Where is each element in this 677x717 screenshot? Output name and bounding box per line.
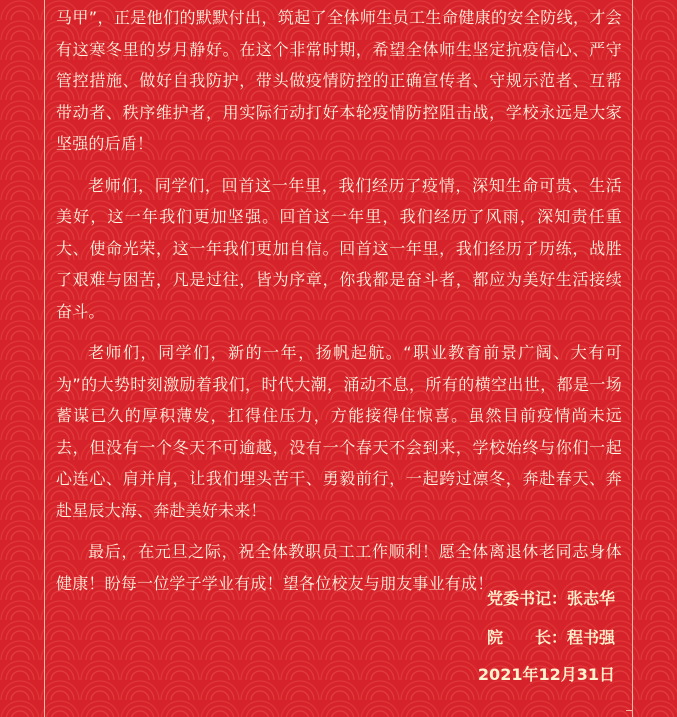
- party-secretary-signature: 党委书记：张志华: [486, 589, 615, 608]
- letter-paragraph-1: 马甲”，正是他们的默默付出，筑起了全体师生员工生命健康的安全防线，才会有这寒冬里的岁月静好。在这个非常时期，希望全体师生坚定抗疫信心、严守管控措施、做好自我防护，带头做疫情防控的正确宣传者、守规示范者、互帮带动者、秩序维护者，用实际行动打好本轮疫情防控阻击战，学校永远是大家坚强的后盾！: [56, 8, 622, 153]
- letter-body: [56, 0, 622, 609]
- president-signature: 院 长：程书强: [486, 628, 615, 647]
- frame-corner: [626, 710, 633, 717]
- letter-date: 2021年12月31日: [477, 665, 615, 684]
- letter-paragraph-4: 最后，在元旦之际，祝全体教职员工工作顺利！愿全体离退休老同志身体健康！盼每一位学子学业有成！望各位校友与朋友事业有成！: [56, 542, 622, 593]
- letter-paragraph-2: 老师们，同学们，回首这一年里，我们经历了疫情，深知生命可贵、生活美好，这一年我们更加坚强。回首这一年里，我们经历了风雨，深知责任重大、使命光荣，这一年我们更加自信。回首这一年里，我们经历了历练，战胜了艰难与困苦，凡是过往，皆为序章，你我都是奋斗者，都应为美好生活接续奋斗。: [56, 175, 622, 321]
- letter-paragraph-3: 老师们，同学们，新的一年，扬帆起航。“职业教育前景广阔、大有可为”的大势时刻激励着我们，时代大潮，涌动不息，所有的横空出世，都是一场蓄谋已久的厚积薄发，扛得住压力，方能接得住惊喜。虽然目前疫情尚未远去，但没有一个冬天不可逾越，没有一个春天不会到来，学校始终与你们一起心连心、肩并肩，让我们埋头苦干、勇毅前行，一起跨过凛冬，奔赴春天、奔赴星辰大海、奔赴美好未来！: [56, 343, 622, 520]
